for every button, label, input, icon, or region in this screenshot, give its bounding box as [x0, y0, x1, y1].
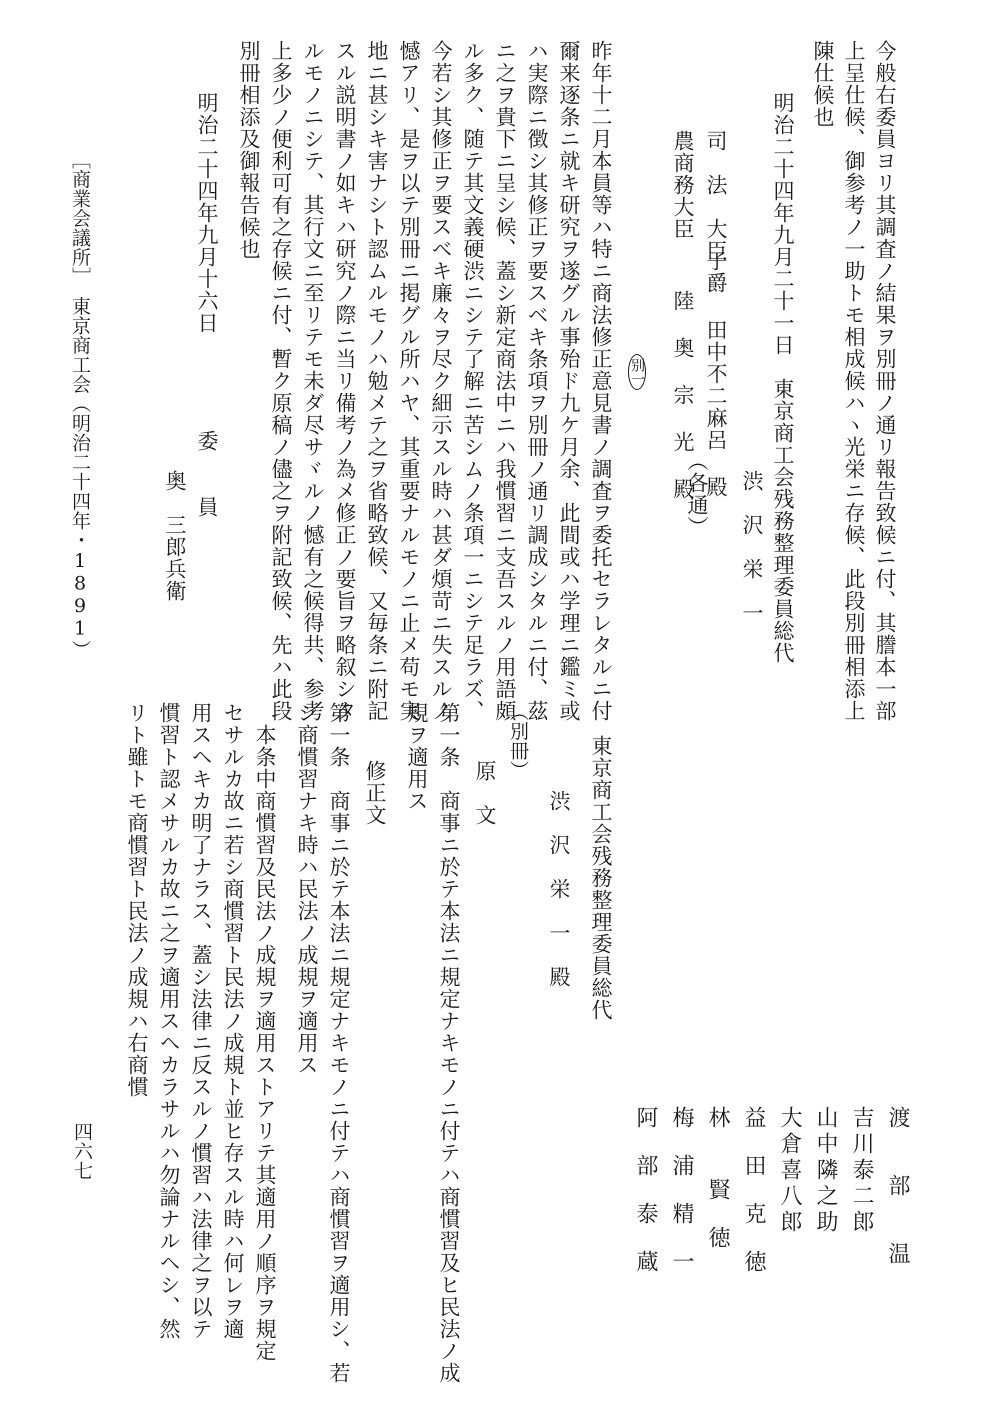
- page-number: 四六七: [71, 1122, 93, 1181]
- enclosure-mark-circle: 别一: [628, 354, 646, 390]
- report-line-6: 今若シ其修正ヲ要スベキ廉々ヲ尽ク細示スル時ハ甚ダ煩苛ニ失スルノ: [429, 40, 453, 722]
- date-line-2: 明治二十四年九月十六日: [195, 92, 219, 334]
- addressee-agri-title: 農商務大臣: [671, 130, 695, 240]
- explanation-line-1: 本条中商慣習及民法ノ成規ヲ適用ストアリテ其適用ノ順序ヲ規定: [253, 724, 277, 1362]
- explanation-line-5: リト雖トモ商慣習ト民法ノ成規ハ右商慣: [125, 702, 149, 1098]
- committee-member-first: 奥 三郎兵衛: [163, 470, 187, 602]
- side-note: ［商業会議所］ 東京商工会（明治二十四年・1891）: [69, 150, 91, 660]
- shusei-line-1: 第一条 商事ニ於テ本法ニ規定ナキモノニ付テハ商慣習ヲ適用シ、若: [327, 702, 351, 1384]
- report-line-12: 別冊相添及御報告候也: [237, 40, 261, 260]
- genbun-line-2: 規ヲ適用ス: [405, 702, 429, 812]
- shusei-label: 修正文: [363, 760, 387, 826]
- addressee-justice-title: 司 法 大臣: [704, 130, 728, 262]
- date-line-1: 明治二十四年九月二十一日 東京商工会残務整理委員総代: [771, 92, 795, 664]
- committee-member-6: 益 田 克 徳: [741, 1106, 766, 1274]
- committee-member-4: 山中隣之助: [813, 1106, 838, 1236]
- addressee-justice-name: 子爵 田中不二麻呂 殿: [704, 250, 728, 498]
- report-line-4: ニ之ヲ貴下ニ呈シ候、蓋シ新定商法中ニハ我慣習ニ支吾スルノ用語頗: [493, 40, 517, 722]
- report-line-3: ハ実際ニ徴シ其修正ヲ要スベキ条項ヲ別冊ノ通リ調成シタルニ付、茲: [525, 40, 549, 722]
- committee-member-2: 渡 部 温: [885, 1106, 910, 1276]
- committee-label: 委 員: [195, 430, 219, 518]
- report-line-10: ルモノニシテ、其行文ニ至リテモ未ダ尽サヾルノ憾有之候得共、参考: [301, 40, 325, 722]
- committee-member-7: 林 賢 徳: [705, 1106, 730, 1250]
- report-line-11: 上多少ノ便利可有之存候ニ付、暫ク原稿ノ儘之ヲ附記致候、先ハ此段: [269, 40, 293, 722]
- committee-member-8: 梅 浦 精 一: [669, 1106, 694, 1274]
- addressee-agri-name: 陸 奥 宗 光 殿: [671, 290, 695, 500]
- report-line-9: スル説明書ノ如キハ研究ノ際ニ当リ備考ノ為メ修正ノ要旨ヲ略叙シタ: [333, 40, 357, 722]
- committee-member-5: 大倉喜八郎: [777, 1106, 802, 1236]
- report-line-2: 爾来逐条ニ就キ研究ヲ遂グル事殆ド九ケ月余、此間或ハ学理ニ鑑ミ或: [557, 40, 581, 722]
- report-line-5: ル多ク、随テ其文義硬渋ニシテ了解ニ苦シムノ条項一ニシテ足ラズ、: [461, 40, 485, 722]
- kakutsu-note: （各通）: [685, 450, 709, 538]
- intro-line-1: 今般右委員ヨリ其調査ノ結果ヲ別冊ノ通リ報告致候ニ付、其謄本一部: [873, 40, 897, 722]
- genbun-label: 原 文: [473, 760, 497, 826]
- explanation-line-3: 用スヘキカ明了ナラス、蓋シ法律ニ反スルノ慣習ハ法律之ヲ以テ: [189, 702, 213, 1340]
- bessatsu-label: （別冊）: [507, 702, 529, 780]
- explanation-line-2: セサルカ故ニ若シ商慣習ト民法ノ成規ト並ヒ存スル時ハ何レヲ適: [221, 702, 245, 1340]
- signer-1: 渋 沢 栄 一: [740, 470, 764, 624]
- explanation-line-4: 慣習ト認メサルカ故ニ之ヲ適用スヘカラサルハ勿論ナルヘシ、然: [157, 702, 181, 1340]
- committee-member-9: 阿 部 泰 蔵: [633, 1106, 658, 1274]
- committee-member-3: 吉川泰二郎: [849, 1106, 874, 1236]
- intro-line-3: 陳仕候也: [811, 40, 835, 128]
- report-line-7: 憾アリ、是ヲ以テ別冊ニ掲グル所ハヤ、其重要ナルモノニ止メ苟モ実: [397, 40, 421, 722]
- report-line-8: 地ニ甚シキ害ナシト認ムルモノハ勉メテ之ヲ省略致候、又毎条ニ附記: [365, 40, 389, 722]
- shusei-line-2: シ商慣習ナキ時ハ民法ノ成規ヲ適用ス: [295, 702, 319, 1076]
- report-line-1: 昨年十二月本員等ハ特ニ商法修正意見書ノ調査ヲ委托セラレタルニ付: [589, 40, 613, 722]
- genbun-line-1: 第一条 商事ニ於テ本法ニ規定ナキモノニ付テハ商慣習及ヒ民法ノ成: [437, 702, 461, 1384]
- to-line-2: 渋 沢 栄 一 殿: [547, 790, 571, 988]
- enclosure-mark: [628, 354, 646, 390]
- to-line-1: 東京商工会残務整理委員総代: [589, 735, 613, 1021]
- intro-line-2: 上呈仕候、御参考ノ一助トモ相成候ハヽ光栄ニ存候、此段別冊相添上: [842, 40, 866, 722]
